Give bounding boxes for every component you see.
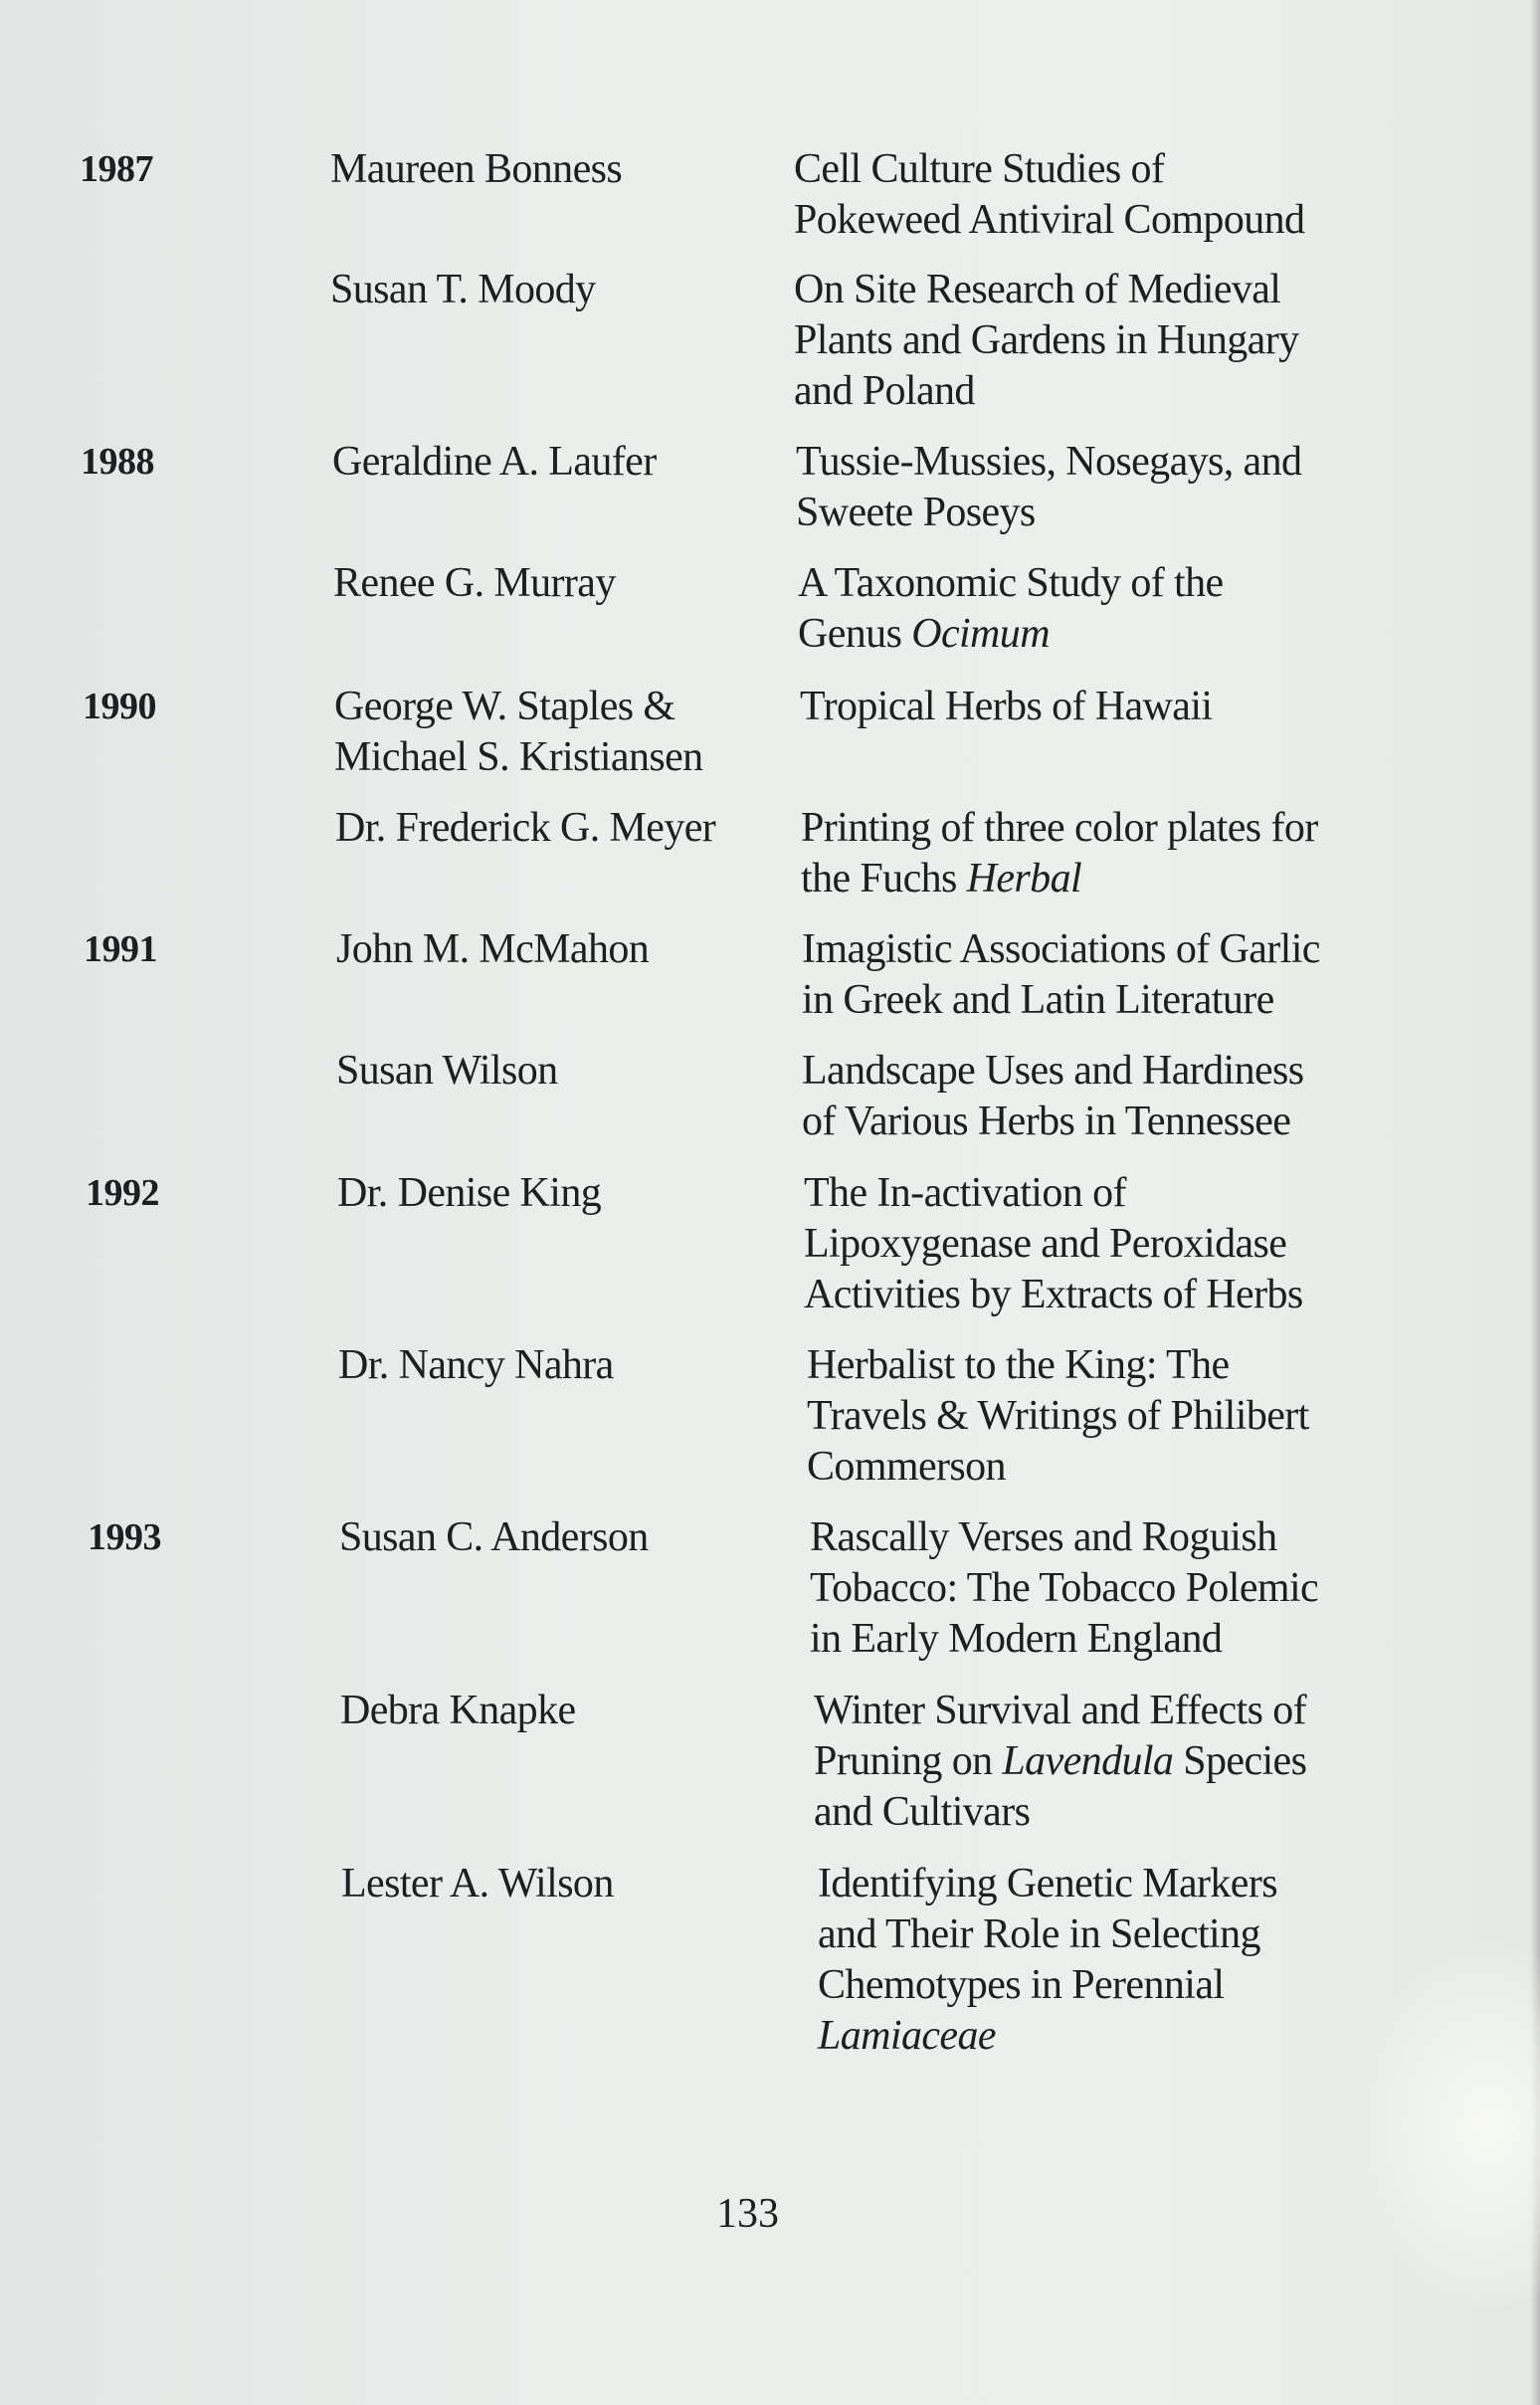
title-text: Sweete Poseys bbox=[796, 490, 1036, 535]
title-text: Cell Culture Studies of bbox=[794, 146, 1165, 192]
title-text: in Early Modern England bbox=[810, 1616, 1223, 1662]
title-text: and Cultivars bbox=[814, 1789, 1031, 1835]
title-text: A Taxonomic Study of the bbox=[798, 560, 1224, 606]
title-text: Plants and Gardens in Hungary bbox=[794, 317, 1299, 363]
project-title bbox=[804, 1168, 1401, 1320]
recipient-name: Geraldine A. Laufer bbox=[332, 439, 657, 485]
project-title bbox=[807, 1340, 1404, 1493]
title-text: and Their Role in Selecting bbox=[818, 1911, 1260, 1957]
recipient-name: Lester A. Wilson bbox=[341, 1861, 614, 1906]
title-text: Lipoxygenase and Peroxidase bbox=[804, 1221, 1287, 1267]
recipient-name: Dr. Nancy Nahra bbox=[338, 1342, 614, 1388]
title-text: Rascally Verses and Roguish bbox=[810, 1514, 1277, 1560]
italic-term: Herbal bbox=[966, 856, 1082, 902]
recipient-name: George W. Staples & Michael S. Kristiansen bbox=[334, 684, 703, 780]
title-text: The In-activation of bbox=[804, 1170, 1126, 1216]
title-text: Pokeweed Antiviral Compound bbox=[794, 197, 1305, 243]
title-text: Species bbox=[1173, 1738, 1307, 1784]
recipient-name: Maureen Bonness bbox=[330, 146, 623, 192]
entry-year: 1990 bbox=[83, 686, 156, 727]
entry-year: 1992 bbox=[86, 1172, 159, 1214]
entry-year: 1993 bbox=[88, 1516, 161, 1558]
title-text: Tussie-Mussies, Nosegays, and bbox=[796, 439, 1302, 485]
recipient-name: Dr. Denise King bbox=[337, 1170, 602, 1216]
title-text: Tropical Herbs of Hawaii bbox=[800, 684, 1213, 729]
title-text: Landscape Uses and Hardiness bbox=[802, 1048, 1304, 1094]
recipient-name: Susan Wilson bbox=[336, 1048, 558, 1094]
project-title bbox=[801, 803, 1398, 904]
title-text: Identifying Genetic Markers bbox=[818, 1861, 1277, 1906]
recipient-name: Debra Knapke bbox=[340, 1688, 576, 1733]
title-text: Imagistic Associations of Garlic bbox=[802, 926, 1320, 972]
recipient-name: John M. McMahon bbox=[336, 926, 650, 972]
recipient-name: Renee G. Murray bbox=[333, 560, 616, 606]
entry-year: 1988 bbox=[81, 441, 154, 483]
project-title bbox=[794, 144, 1391, 246]
page-number: 133 bbox=[716, 2191, 779, 2237]
title-text: Activities by Extracts of Herbs bbox=[804, 1272, 1303, 1317]
italic-term: Ocimum bbox=[911, 611, 1050, 657]
project-title bbox=[798, 558, 1395, 660]
entry-year: 1991 bbox=[84, 928, 157, 970]
project-title bbox=[814, 1686, 1411, 1838]
recipient-name: Susan T. Moody bbox=[330, 267, 596, 312]
italic-term: Lamiaceae bbox=[818, 2013, 996, 2059]
project-title bbox=[802, 1046, 1399, 1147]
title-text: Tobacco: The Tobacco Polemic bbox=[810, 1565, 1319, 1611]
title-text: of Various Herbs in Tennessee bbox=[802, 1099, 1291, 1144]
title-text: Winter Survival and Effects of bbox=[814, 1688, 1307, 1733]
title-text: Commerson bbox=[807, 1444, 1006, 1490]
title-text: the Fuchs bbox=[801, 856, 967, 902]
title-text: Chemotypes in Perennial bbox=[818, 1962, 1225, 2008]
project-title bbox=[796, 437, 1393, 538]
italic-term: Lavendula bbox=[1002, 1738, 1174, 1784]
title-text: Travels & Writings of Philibert bbox=[807, 1393, 1309, 1439]
project-title bbox=[794, 265, 1391, 417]
entry-year: 1987 bbox=[80, 148, 153, 190]
title-text: Printing of three color plates for bbox=[801, 805, 1318, 851]
title-text: Genus bbox=[798, 611, 912, 657]
title-text: On Site Research of Medieval bbox=[794, 267, 1281, 312]
recipient-name: Dr. Frederick G. Meyer bbox=[335, 805, 716, 851]
project-title bbox=[800, 682, 1397, 732]
project-title bbox=[818, 1859, 1415, 2062]
project-title bbox=[810, 1512, 1407, 1665]
title-text: Pruning on bbox=[814, 1738, 1003, 1784]
project-title bbox=[802, 924, 1399, 1026]
recipient-name: Susan C. Anderson bbox=[339, 1514, 649, 1560]
title-text: Herbalist to the King: The bbox=[807, 1342, 1230, 1388]
title-text: and Poland bbox=[794, 368, 975, 414]
title-text: in Greek and Latin Literature bbox=[802, 977, 1274, 1023]
